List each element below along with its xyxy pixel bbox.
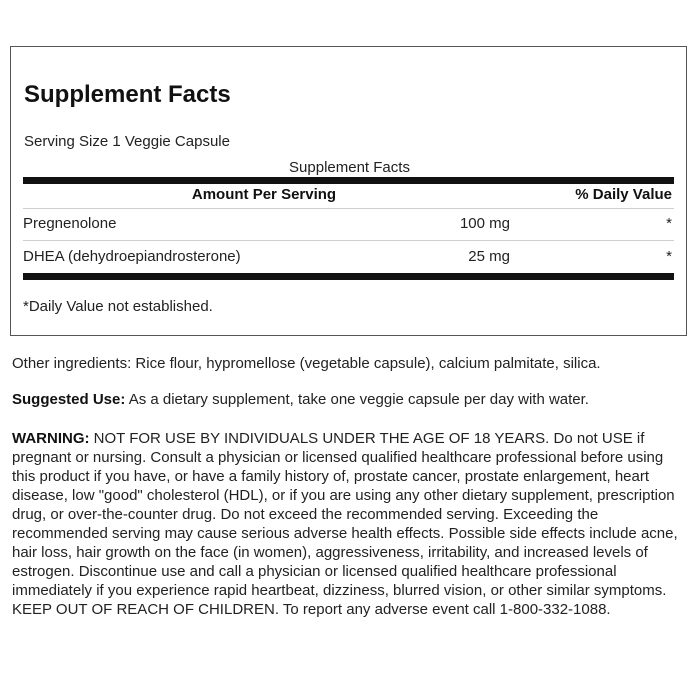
table-top-rule xyxy=(23,177,674,184)
ingredient-name: Pregnenolone xyxy=(23,215,117,232)
ingredient-amount: 25 mg xyxy=(468,248,510,265)
table-header-row xyxy=(23,186,674,206)
table-row xyxy=(23,248,674,268)
warning xyxy=(12,429,688,619)
table-row xyxy=(23,215,674,235)
header-amount-per-serving: Amount Per Serving xyxy=(191,186,337,203)
warning-text: NOT FOR USE BY INDIVIDUALS UNDER THE AGE OF 18 YEARS. Do not USE if pregnant or nursing. Consult a physician or licensed qualified healthcare professional before using this product if you have, or have a family history of, prostate cancer, prostate enlargement, heart disease, low "good" cholesterol (HDL), or if you are using any other dietary supplement, prescription drug, or over-the-counter drug. Do not exceed the recommended serving. Exceeding the recommended serving may cause serious adverse health effects. Possible side effects include acne, hair loss, hair growth on the face (in women), aggressiveness, irritability, and increased levels of estrogen. Discontinue use and call a physician or licensed qualified healthcare professional immediately if you experience rapid heartbeat, dizziness, blurred vision, or other similar symptoms. KEEP OUT OF REACH OF CHILDREN. To report any adverse event call 1-800-332-1088. xyxy=(12,430,678,618)
header-daily-value: % Daily Value xyxy=(575,186,672,203)
row-divider xyxy=(23,240,674,241)
table-caption: Supplement Facts xyxy=(289,159,410,176)
table-bottom-rule xyxy=(23,273,674,280)
daily-value-footnote: *Daily Value not established. xyxy=(23,298,213,315)
suggested-use-label: Suggested Use: xyxy=(12,391,126,408)
serving-size: Serving Size 1 Veggie Capsule xyxy=(24,133,230,150)
warning-label: WARNING: xyxy=(12,430,90,447)
ingredient-daily-value: * xyxy=(666,248,672,265)
row-divider xyxy=(23,208,674,209)
ingredient-name: DHEA (dehydroepiandrosterone) xyxy=(23,248,241,265)
ingredient-amount: 100 mg xyxy=(459,215,510,232)
supplement-facts-panel xyxy=(10,46,687,336)
other-ingredients: Other ingredients: Rice flour, hypromellose (vegetable capsule), calcium palmitate, silica. xyxy=(12,355,601,372)
ingredient-daily-value: * xyxy=(666,215,672,232)
supplement-facts-title: Supplement Facts xyxy=(24,81,231,108)
suggested-use xyxy=(12,391,589,409)
suggested-use-text: As a dietary supplement, take one veggie capsule per day with water. xyxy=(125,391,589,408)
